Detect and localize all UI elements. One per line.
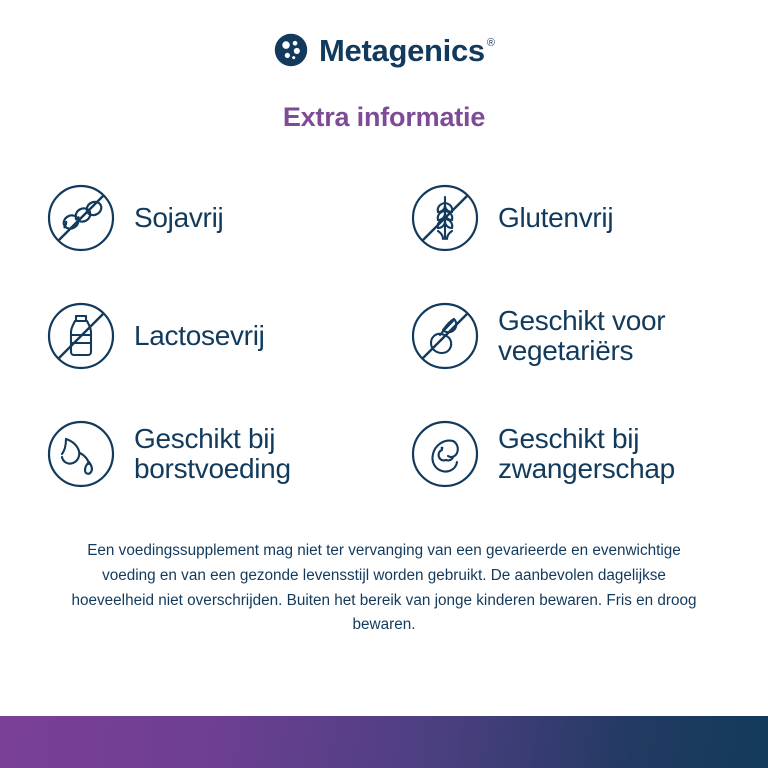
feature-label: Sojavrij xyxy=(134,201,224,233)
footer-gradient-inner xyxy=(0,716,768,768)
brand-name-wrap xyxy=(319,32,495,68)
feature-label: Geschikt voor vegetariërs xyxy=(498,304,666,366)
feature-item-lactose-free xyxy=(40,277,380,395)
brand-name: Metagenics xyxy=(319,32,485,68)
page-title: Extra informatie xyxy=(282,102,486,132)
feature-grid xyxy=(40,159,728,513)
soy-free-icon xyxy=(44,181,118,255)
feature-item-breastfeeding xyxy=(40,395,380,513)
feature-item-vegetarian xyxy=(388,277,728,395)
gluten-free-icon xyxy=(408,181,482,255)
feature-item-pregnancy xyxy=(388,395,728,513)
pregnancy-icon xyxy=(408,417,482,491)
lactose-free-icon xyxy=(44,299,118,373)
vegetarian-icon xyxy=(408,299,482,373)
feature-label: Geschikt bij zwangerschap xyxy=(498,422,675,484)
feature-label: Lactosevrij xyxy=(134,319,265,351)
feature-label: Geschikt bij borstvoeding xyxy=(134,422,291,484)
footer-gradient-bar xyxy=(0,716,768,768)
feature-item-soy-free xyxy=(40,159,380,277)
feature-item-gluten-free xyxy=(388,159,728,277)
breastfeeding-icon xyxy=(44,417,118,491)
metagenics-cell-logo-icon xyxy=(273,32,309,68)
feature-label: Glutenvrij xyxy=(498,201,614,233)
disclaimer-text: Een voedingssupplement mag niet ter vervanging van een gevarieerde en evenwichtige voeding en van een gezonde levensstijl worden gebruikt. De aanbevolen dagelijkse hoeveelheid niet overschrijden. Buiten het bereik van jonge kinderen bewaren. Fris en droog bewaren. xyxy=(71,542,697,634)
brand-header xyxy=(0,32,768,68)
registered-trademark: ® xyxy=(486,36,495,49)
